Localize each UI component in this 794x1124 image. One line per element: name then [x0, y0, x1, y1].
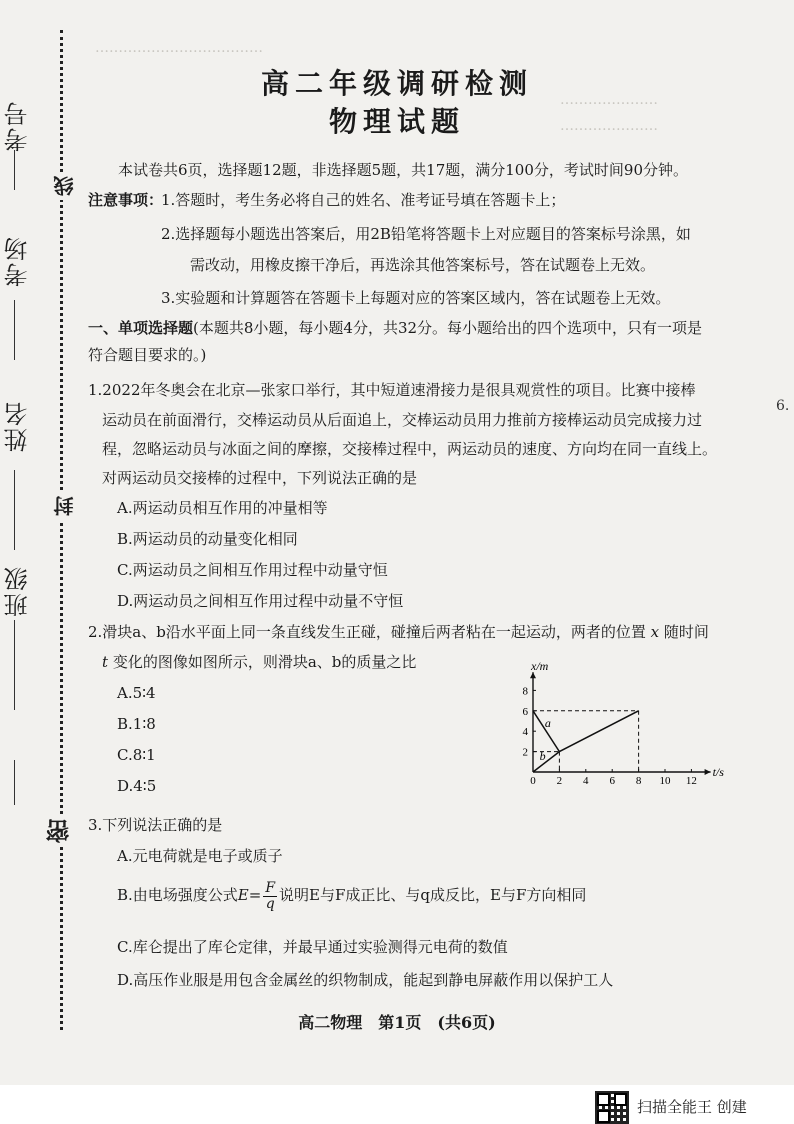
question-1-stem: 1.2022年冬奥会在北京—张家口举行，其中短道速滑接力是很具观赏性的项目。比赛中接棒	[88, 381, 696, 399]
page-footer: 高二物理 第1页 (共6页)	[298, 1013, 496, 1032]
question-1-stem: 程，忽略运动员与冰面之间的摩擦，交接棒过程中，两运动员的速度、方向均在同一直线上。	[102, 440, 718, 458]
question-1-option-c: C.两运动员之间相互作用过程中动量守恒	[117, 561, 388, 579]
section-detail: 符合题目要求的。)	[88, 346, 207, 364]
side-label-exam-room: 考场	[4, 235, 32, 287]
page-subtitle: 物理试题	[328, 105, 465, 138]
y-tick-label: 6	[522, 705, 528, 718]
x-tick-label: 2	[556, 775, 563, 785]
side-label-exam-number: 考号	[4, 100, 32, 152]
question-2-option-b: B.1∶8	[117, 715, 156, 733]
question-1-stem: 对两运动员交接棒的过程中，下列说法正确的是	[102, 469, 418, 487]
page-title: 高二年级调研检测	[260, 67, 533, 100]
side-label-class: 班级	[4, 565, 32, 617]
x-axis-arrow	[705, 769, 711, 775]
question-3-option-b: B.由电场强度公式E= $\frac{F}{q}$ 说明E与F成正比、与q成反比，E与F方向相同	[117, 879, 587, 912]
question-2-stem: t 变化的图像如图所示，则滑块a、b的质量之比	[102, 653, 417, 671]
fill-in-line	[14, 760, 15, 805]
question-2-option-a: A.5∶4	[117, 684, 156, 702]
bleed-through: …………………	[560, 92, 658, 108]
y-tick-label: 2	[522, 746, 528, 759]
y-tick-label: 8	[522, 685, 528, 698]
series-line	[533, 752, 559, 772]
x-axis-label: t/s	[712, 765, 724, 779]
x-tick-label: 4	[583, 775, 589, 785]
question-2-option-c: C.8∶1	[117, 746, 156, 764]
question-1-option-a: A.两运动员相互作用的冲量相等	[117, 499, 328, 517]
x-tick-label: 6	[609, 775, 615, 785]
question-1-option-b: B.两运动员的动量变化相同	[117, 530, 298, 548]
seal-seal-char: 封	[50, 492, 79, 520]
scanner-watermark: 扫描全能王 创建	[637, 1098, 747, 1116]
question-3-option-c: C.库仑提出了库仑定律，并最早通过实验测得元电荷的数值	[117, 938, 508, 956]
seal-secret-char: 密	[42, 815, 77, 847]
exam-intro: 本试卷共6页，选择题12题，非选择题5题，共17题，满分100分，考试时间90分钟。	[118, 161, 688, 179]
seal-line-char: 线	[50, 172, 79, 200]
bleed-through: …………………	[560, 118, 658, 134]
fill-in-line	[14, 150, 15, 190]
question-2-option-d: D.4∶5	[117, 777, 157, 795]
question-1-stem: 运动员在前面滑行，交棒运动员从后面追上，交棒运动员用力推前方接棒运动员完成接力过	[102, 411, 703, 429]
fill-in-line	[14, 300, 15, 360]
series-label-b: b	[539, 748, 546, 763]
y-tick-label: 4	[522, 726, 528, 739]
series-label-a: a	[544, 716, 551, 731]
question-2-stem: 2.滑块a、b沿水平面上同一条直线发生正碰，碰撞后两者粘在一起运动，两者的位置 x 随时间	[88, 623, 709, 641]
notes-label: 注意事项：	[88, 191, 164, 209]
x-tick-label: 8	[635, 775, 642, 785]
x-tick-label: 0	[530, 775, 536, 785]
question-3-stem: 3.下列说法正确的是	[88, 816, 223, 834]
bleed-through: ………………………………	[95, 40, 263, 56]
section-heading: 一、单项选择题(本题共8小题，每小题4分，共32分。每小题给出的四个选项中，只有一项是	[88, 319, 703, 337]
next-page-edge-mark: 6.	[776, 398, 790, 414]
fill-in-line	[14, 620, 15, 710]
question-1-option-d: D.两运动员之间相互作用过程中动量不守恒	[117, 592, 404, 610]
question-3-option-a: A.元电荷就是电子或质子	[117, 847, 283, 865]
side-label-name: 姓名	[4, 400, 32, 452]
note-item: 2.选择题每小题选出答案后，用2B铅笔将答题卡上对应题目的答案标号涂黑，如	[161, 225, 691, 243]
series-line	[559, 711, 638, 752]
note-item: 需改动，用橡皮擦干净后，再选涂其他答案标号，答在试题卷上无效。	[190, 256, 656, 274]
position-time-graph	[505, 645, 745, 785]
note-item: 1.答题时，考生务必将自己的姓名、准考证号填在答题卡上；	[161, 191, 566, 209]
question-3-option-d: D.高压作业服是用包含金属丝的织物制成，能起到静电屏蔽作用以保护工人	[117, 971, 614, 989]
qr-code-icon	[596, 1092, 628, 1124]
x-tick-label: 10	[659, 775, 671, 785]
note-item: 3.实验题和计算题答在答题卡上每题对应的答案区域内，答在试题卷上无效。	[161, 289, 671, 307]
x-tick-label: 12	[685, 775, 697, 785]
y-axis-label: x/m	[531, 659, 549, 674]
fill-in-line	[14, 470, 15, 550]
formula-fraction: $\frac{F}{q}$	[265, 879, 276, 912]
